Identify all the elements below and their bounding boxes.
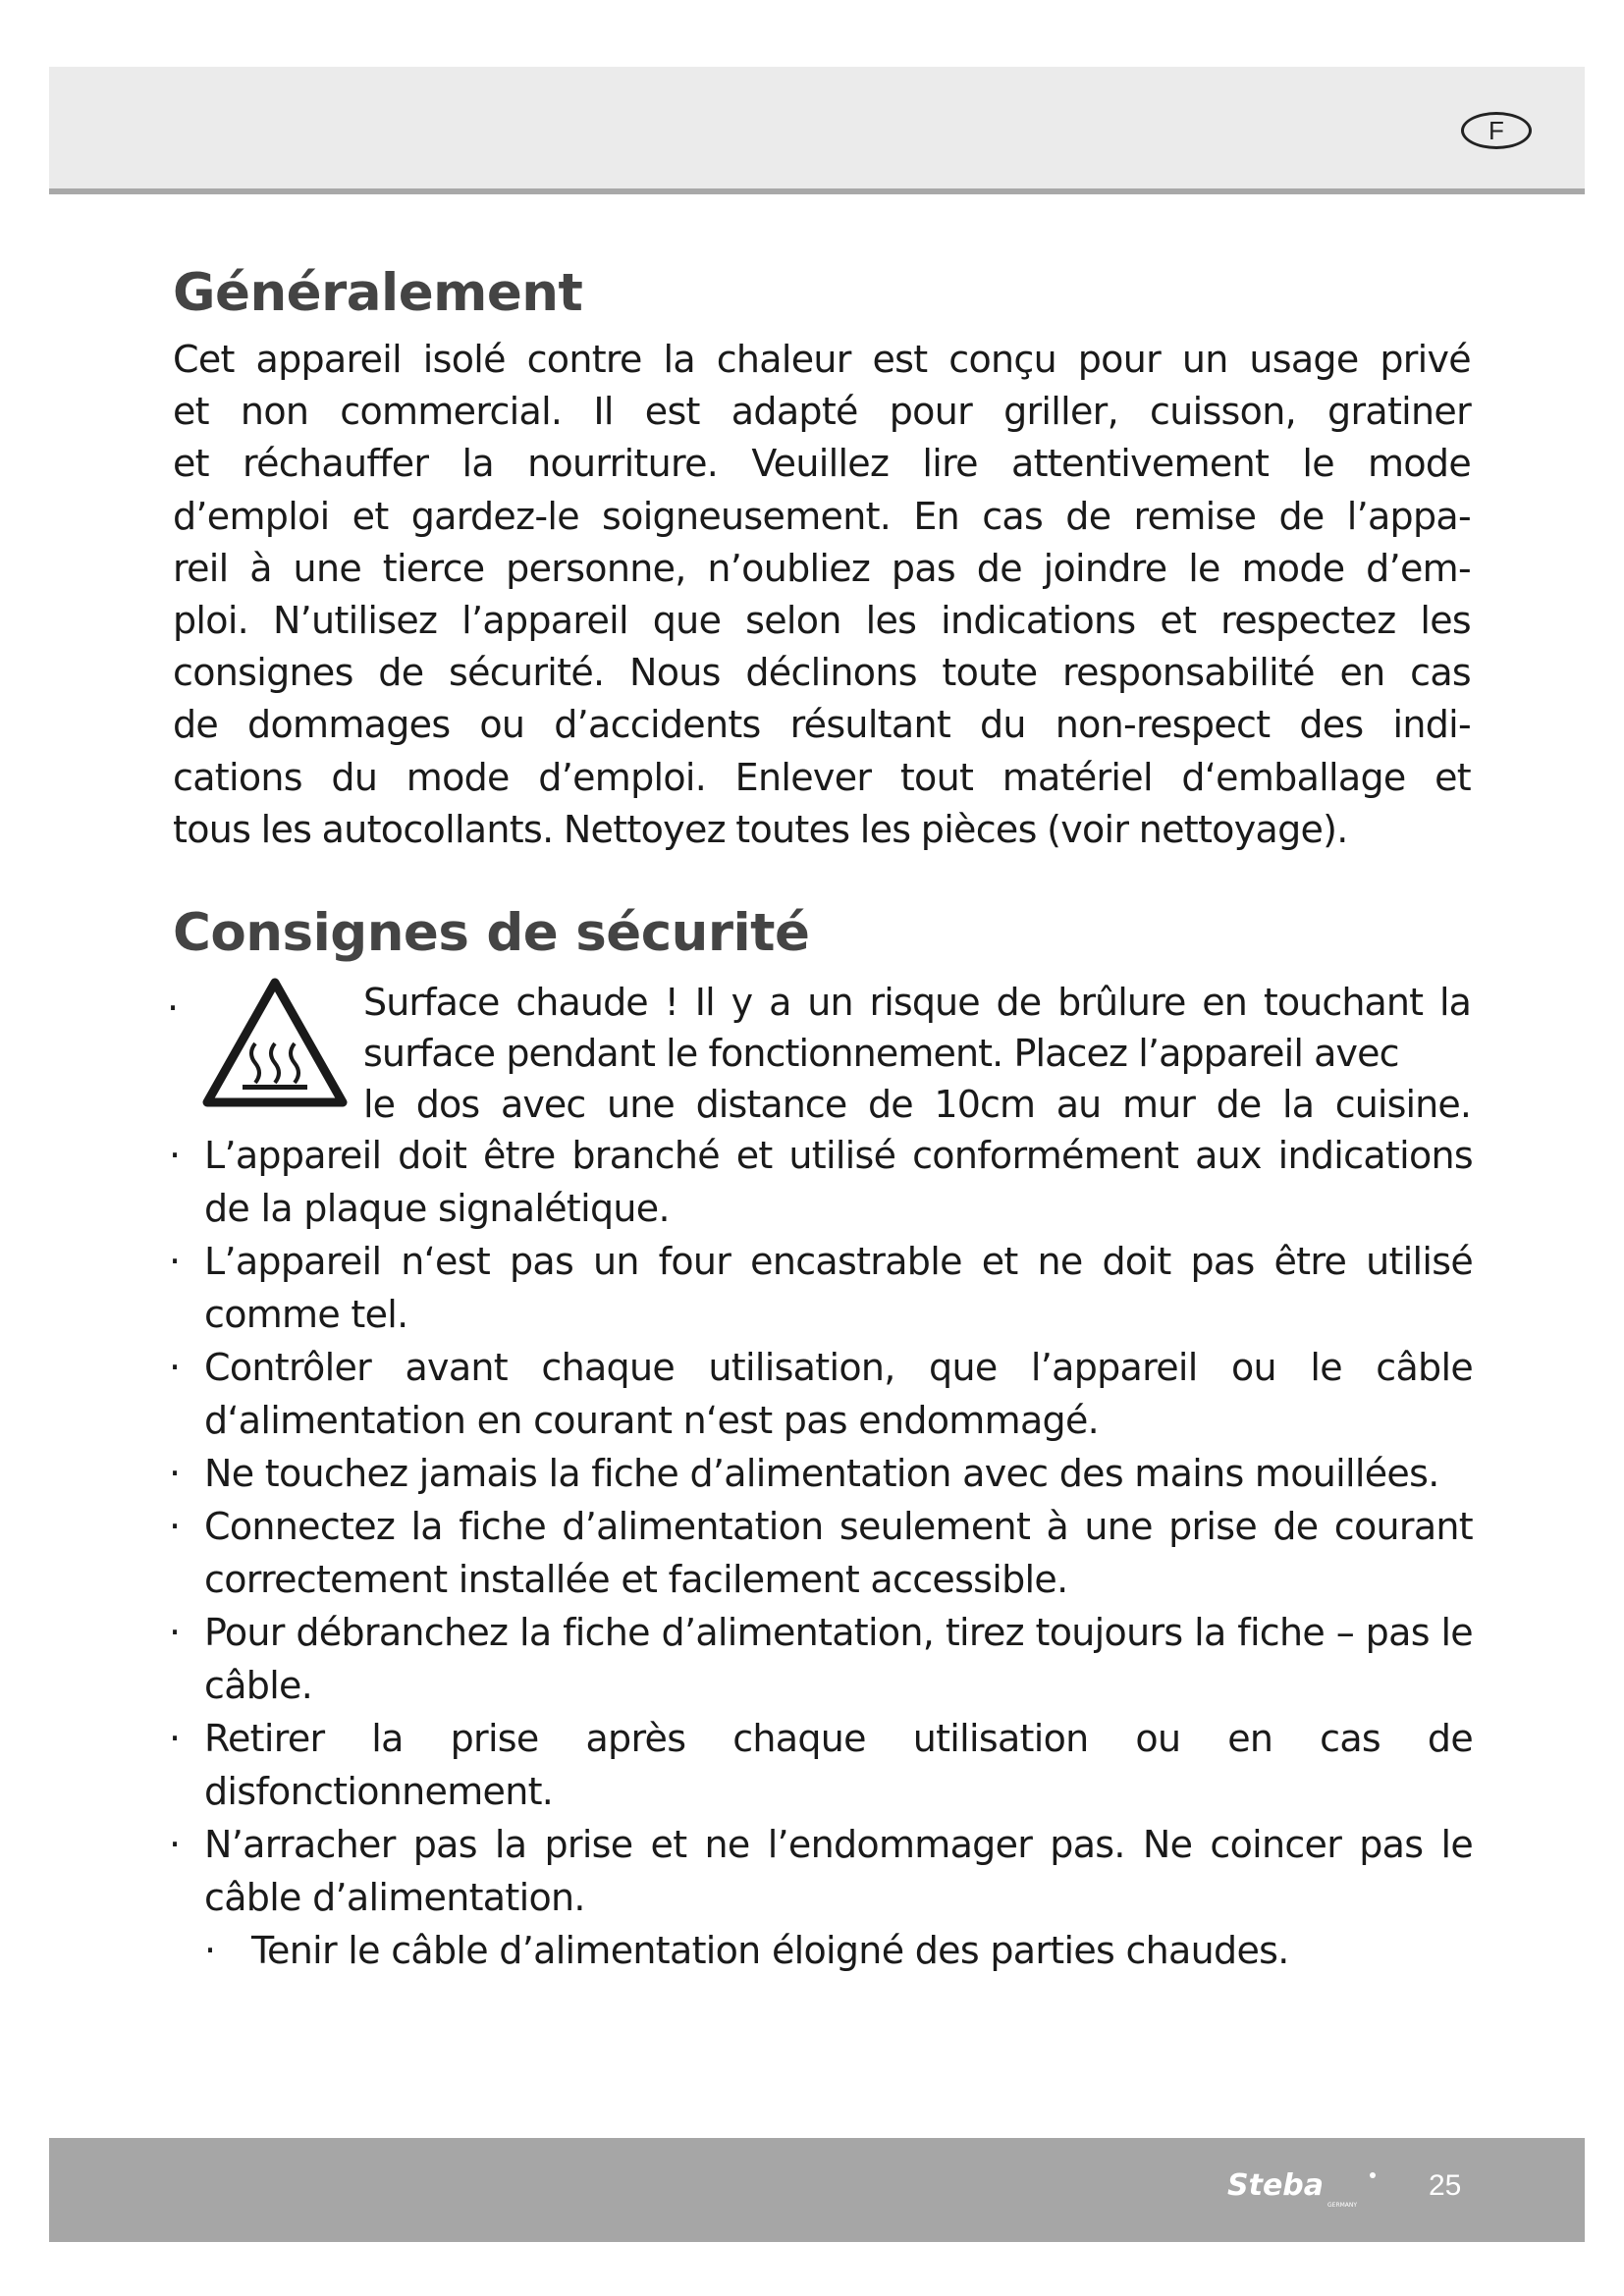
hot-surface-warning-icon — [201, 977, 349, 1109]
list-item: · Retirer la prise après chaque utilisation ou en cas de disfonctionnement. — [167, 1712, 1473, 1818]
bullet-dot: · — [167, 987, 180, 1030]
paragraph-line: et non commercial. Il est adapté pour griller, cuisson, gratiner — [173, 390, 1471, 434]
svg-text:Steba: Steba — [1227, 2168, 1325, 2203]
section-title-safety: Consignes de sécurité — [173, 903, 810, 963]
page-number: 25 — [1429, 2169, 1462, 2202]
paragraph-line: reil à une tierce personne, n’oubliez pas de joindre le mode d’em- — [173, 546, 1471, 590]
paragraph-line: tous les autocollants. Nettoyez toutes les pièces (voir nettoyage). — [173, 807, 1348, 851]
paragraph-line: ploi. N’utilisez l’appareil que selon les indications et respectez les — [173, 599, 1471, 643]
warning-text — [363, 977, 1471, 1130]
warning-line: le dos avec une distance de 10cm au mur de la cuisine. — [363, 1083, 1471, 1126]
list-item: · L’appareil doit être branché et utilisé conformément aux indications de la plaque signalétique. — [167, 1129, 1473, 1235]
list-item: · Pour débranchez la fiche d’alimentation, tirez toujours la fiche – pas le câble. — [167, 1606, 1473, 1712]
safety-list — [167, 1129, 1473, 1977]
paragraph-line: Cet appareil isolé contre la chaleur est conçu pour un usage privé — [173, 338, 1471, 381]
svg-text:GERMANY: GERMANY — [1327, 2202, 1358, 2209]
section-title-general: Généralement — [173, 263, 583, 323]
paragraph-line: et réchauffer la nourriture. Veuillez lire attentivement le mode — [173, 442, 1471, 486]
list-item: · Tenir le câble d’alimentation éloigné des parties chaudes. — [167, 1924, 1473, 1977]
list-item: · N’arracher pas la prise et ne l’endommager pas. Ne coincer pas le câble d’alimentation. — [167, 1818, 1473, 1924]
paragraph-line: d’emploi et gardez-le soigneusement. En cas de remise de l’appa- — [173, 494, 1471, 538]
list-item: · Connectez la fiche d’alimentation seulement à une prise de courant correctement installée et facilement accessible. — [167, 1500, 1473, 1606]
paragraph-line: cations du mode d’emploi. Enlever tout matériel d‘emballage et — [173, 755, 1471, 799]
language-badge: F — [1461, 112, 1532, 149]
paragraph-line: consignes de sécurité. Nous déclinons toute responsabilité en cas — [173, 651, 1471, 695]
list-item: · Ne touchez jamais la fiche d’alimentation avec des mains mouillées. — [167, 1447, 1473, 1500]
list-item: · Contrôler avant chaque utilisation, que l’appareil ou le câble d‘alimentation en courant n‘est pas endommagé. — [167, 1341, 1473, 1447]
warning-line: Surface chaude ! Il y a un risque de brûlure en touchant la — [363, 981, 1471, 1024]
steba-logo — [1225, 2165, 1387, 2209]
general-paragraph — [173, 334, 1471, 856]
paragraph-line: de dommages ou d’accidents résultant du non-respect des indi- — [173, 703, 1471, 747]
warning-line: surface pendant le fonctionnement. Placez l’appareil avec — [363, 1032, 1399, 1075]
header-bar — [49, 67, 1585, 194]
hot-surface-warning — [167, 977, 1473, 1124]
list-item: · L’appareil n‘est pas un four encastrable et ne doit pas être utilisé comme tel. — [167, 1235, 1473, 1341]
